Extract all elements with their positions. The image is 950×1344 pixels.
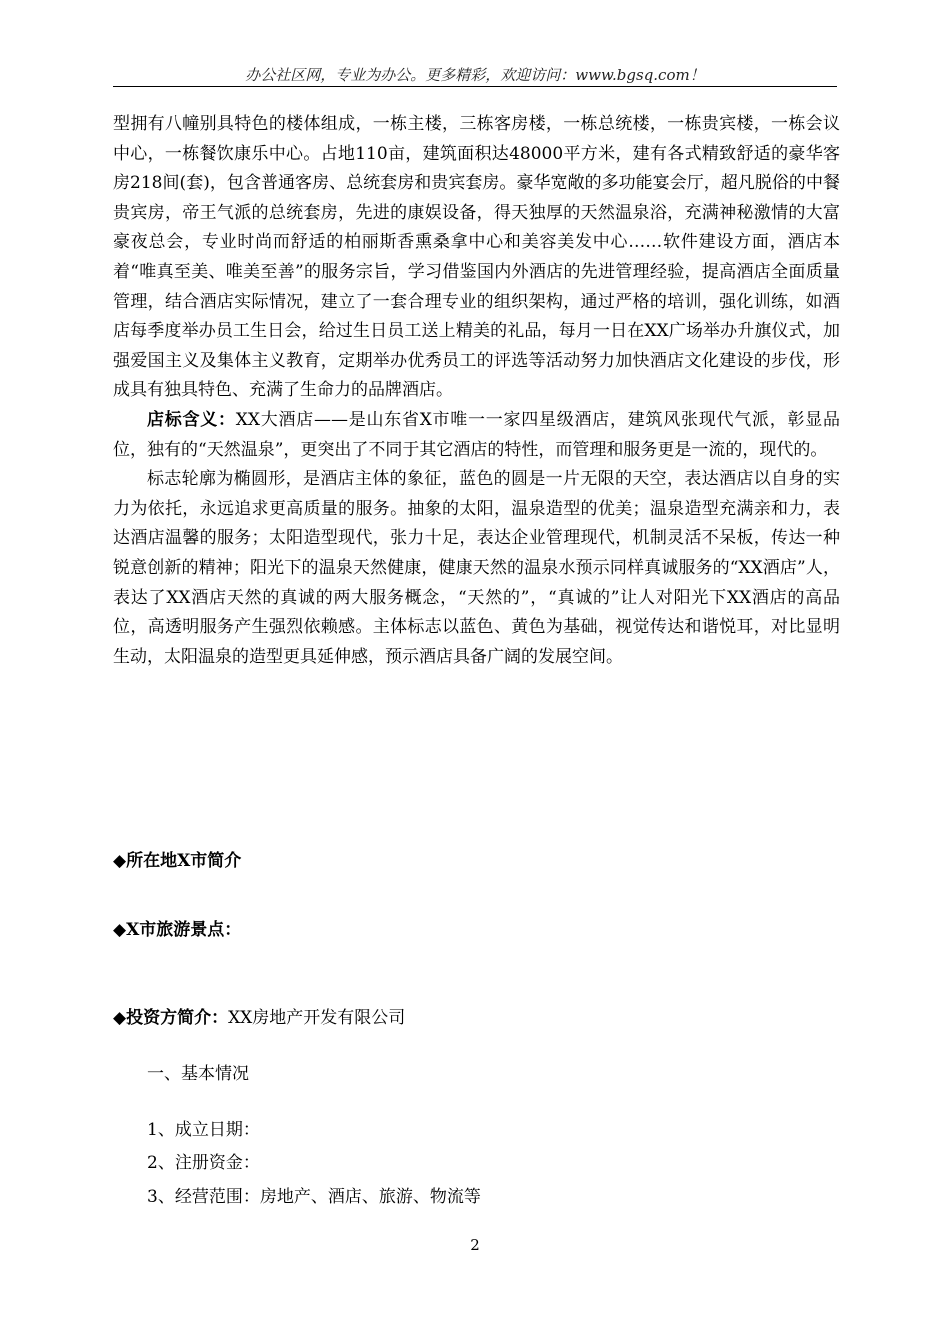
basic-info-title: 一、基本情况 <box>147 1064 249 1084</box>
city-intro-heading: ◆所在地X市简介 <box>113 851 242 871</box>
document-body <box>113 110 840 672</box>
intro-paragraph: 型拥有八幢别具特色的楼体组成，一栋主楼，三栋客房楼，一栋总统楼，一栋贵宾楼，一栋会议中心，一栋餐饮康乐中心。占地110亩，建筑面积达48000平方米，建有各式精致舒适的豪华客房218间(套)，包含普通客房、总统套房和贵宾套房。豪华宽敞的多功能宴会厅，超凡脱俗的中餐贵宾房，帝王气派的总统套房，先进的康娱设备，得天独厚的天然温泉浴，充满神秘激情的大富豪夜总会，专业时尚而舒适的柏丽斯香熏桑拿中心和美容美发中心……软件建设方面，酒店本着“唯真至美、唯美至善”的服务宗旨，学习借鉴国内外酒店的先进管理经验，提高酒店全面质量管理，结合酒店实际情况，建立了一套合理专业的组织架构，通过严格的培训，强化训练，如酒店每季度举办员工生日会，给过生日员工送上精美的礼品，每月一日在XX广场举办升旗仪式，加强爱国主义及集体主义教育，定期举办优秀员工的评选等活动努力加快酒店文化建设的步伐，形成具有独具特色、充满了生命力的品牌酒店。 <box>113 114 840 401</box>
basic-info-item: 3、经营范围：房地产、酒店、旅游、物流等 <box>147 1187 481 1207</box>
logo-meaning-paragraph <box>113 406 840 465</box>
logo-shape-paragraph: 标志轮廓为椭圆形，是酒店主体的象征，蓝色的圆是一片无限的天空，表达酒店以自身的实力为依托，永远追求更高质量的服务。抽象的太阳，温泉造型的优美；温泉造型充满亲和力，表达酒店温馨的服务；太阳造型现代，张力十足，表达企业管理现代，机制灵活不呆板，传达一种锐意创新的精神；阳光下的温泉天然健康，健康天然的温泉水预示同样真诚服务的“XX酒店”人，表达了XX酒店天然的真诚的两大服务概念，“天然的”，“真诚的”让人对阳光下XX酒店的高品位，高透明服务产生强烈依赖感。主体标志以蓝色、黄色为基础，视觉传达和谐悦耳，对比显明生动，太阳温泉的造型更具延伸感，预示酒店具备广阔的发展空间。 <box>113 469 840 667</box>
page-number: 2 <box>470 1236 480 1254</box>
page-header: 办公社区网，专业为办公。更多精彩，欢迎访问：www.bgsq.com！ <box>245 66 705 84</box>
investor-heading <box>113 1003 405 1028</box>
investor-label: ◆投资方简介： <box>113 1008 229 1028</box>
basic-info-item: 2、注册资金： <box>147 1153 260 1173</box>
logo-meaning-text: XX大酒店——是山东省X市唯一一家四星级酒店，建筑风张现代气派，彰显品位，独有的“天然温泉”，更突出了不同于其它酒店的特性，而管理和服务更是一流的，现代的。 <box>113 409 841 460</box>
tourism-heading: ◆X市旅游景点： <box>113 920 242 940</box>
basic-info-item: 1、成立日期： <box>147 1120 260 1140</box>
investor-value: XX房地产开发有限公司 <box>228 1008 406 1028</box>
logo-meaning-label: 店标含义： <box>147 409 236 430</box>
header-divider <box>113 86 837 87</box>
